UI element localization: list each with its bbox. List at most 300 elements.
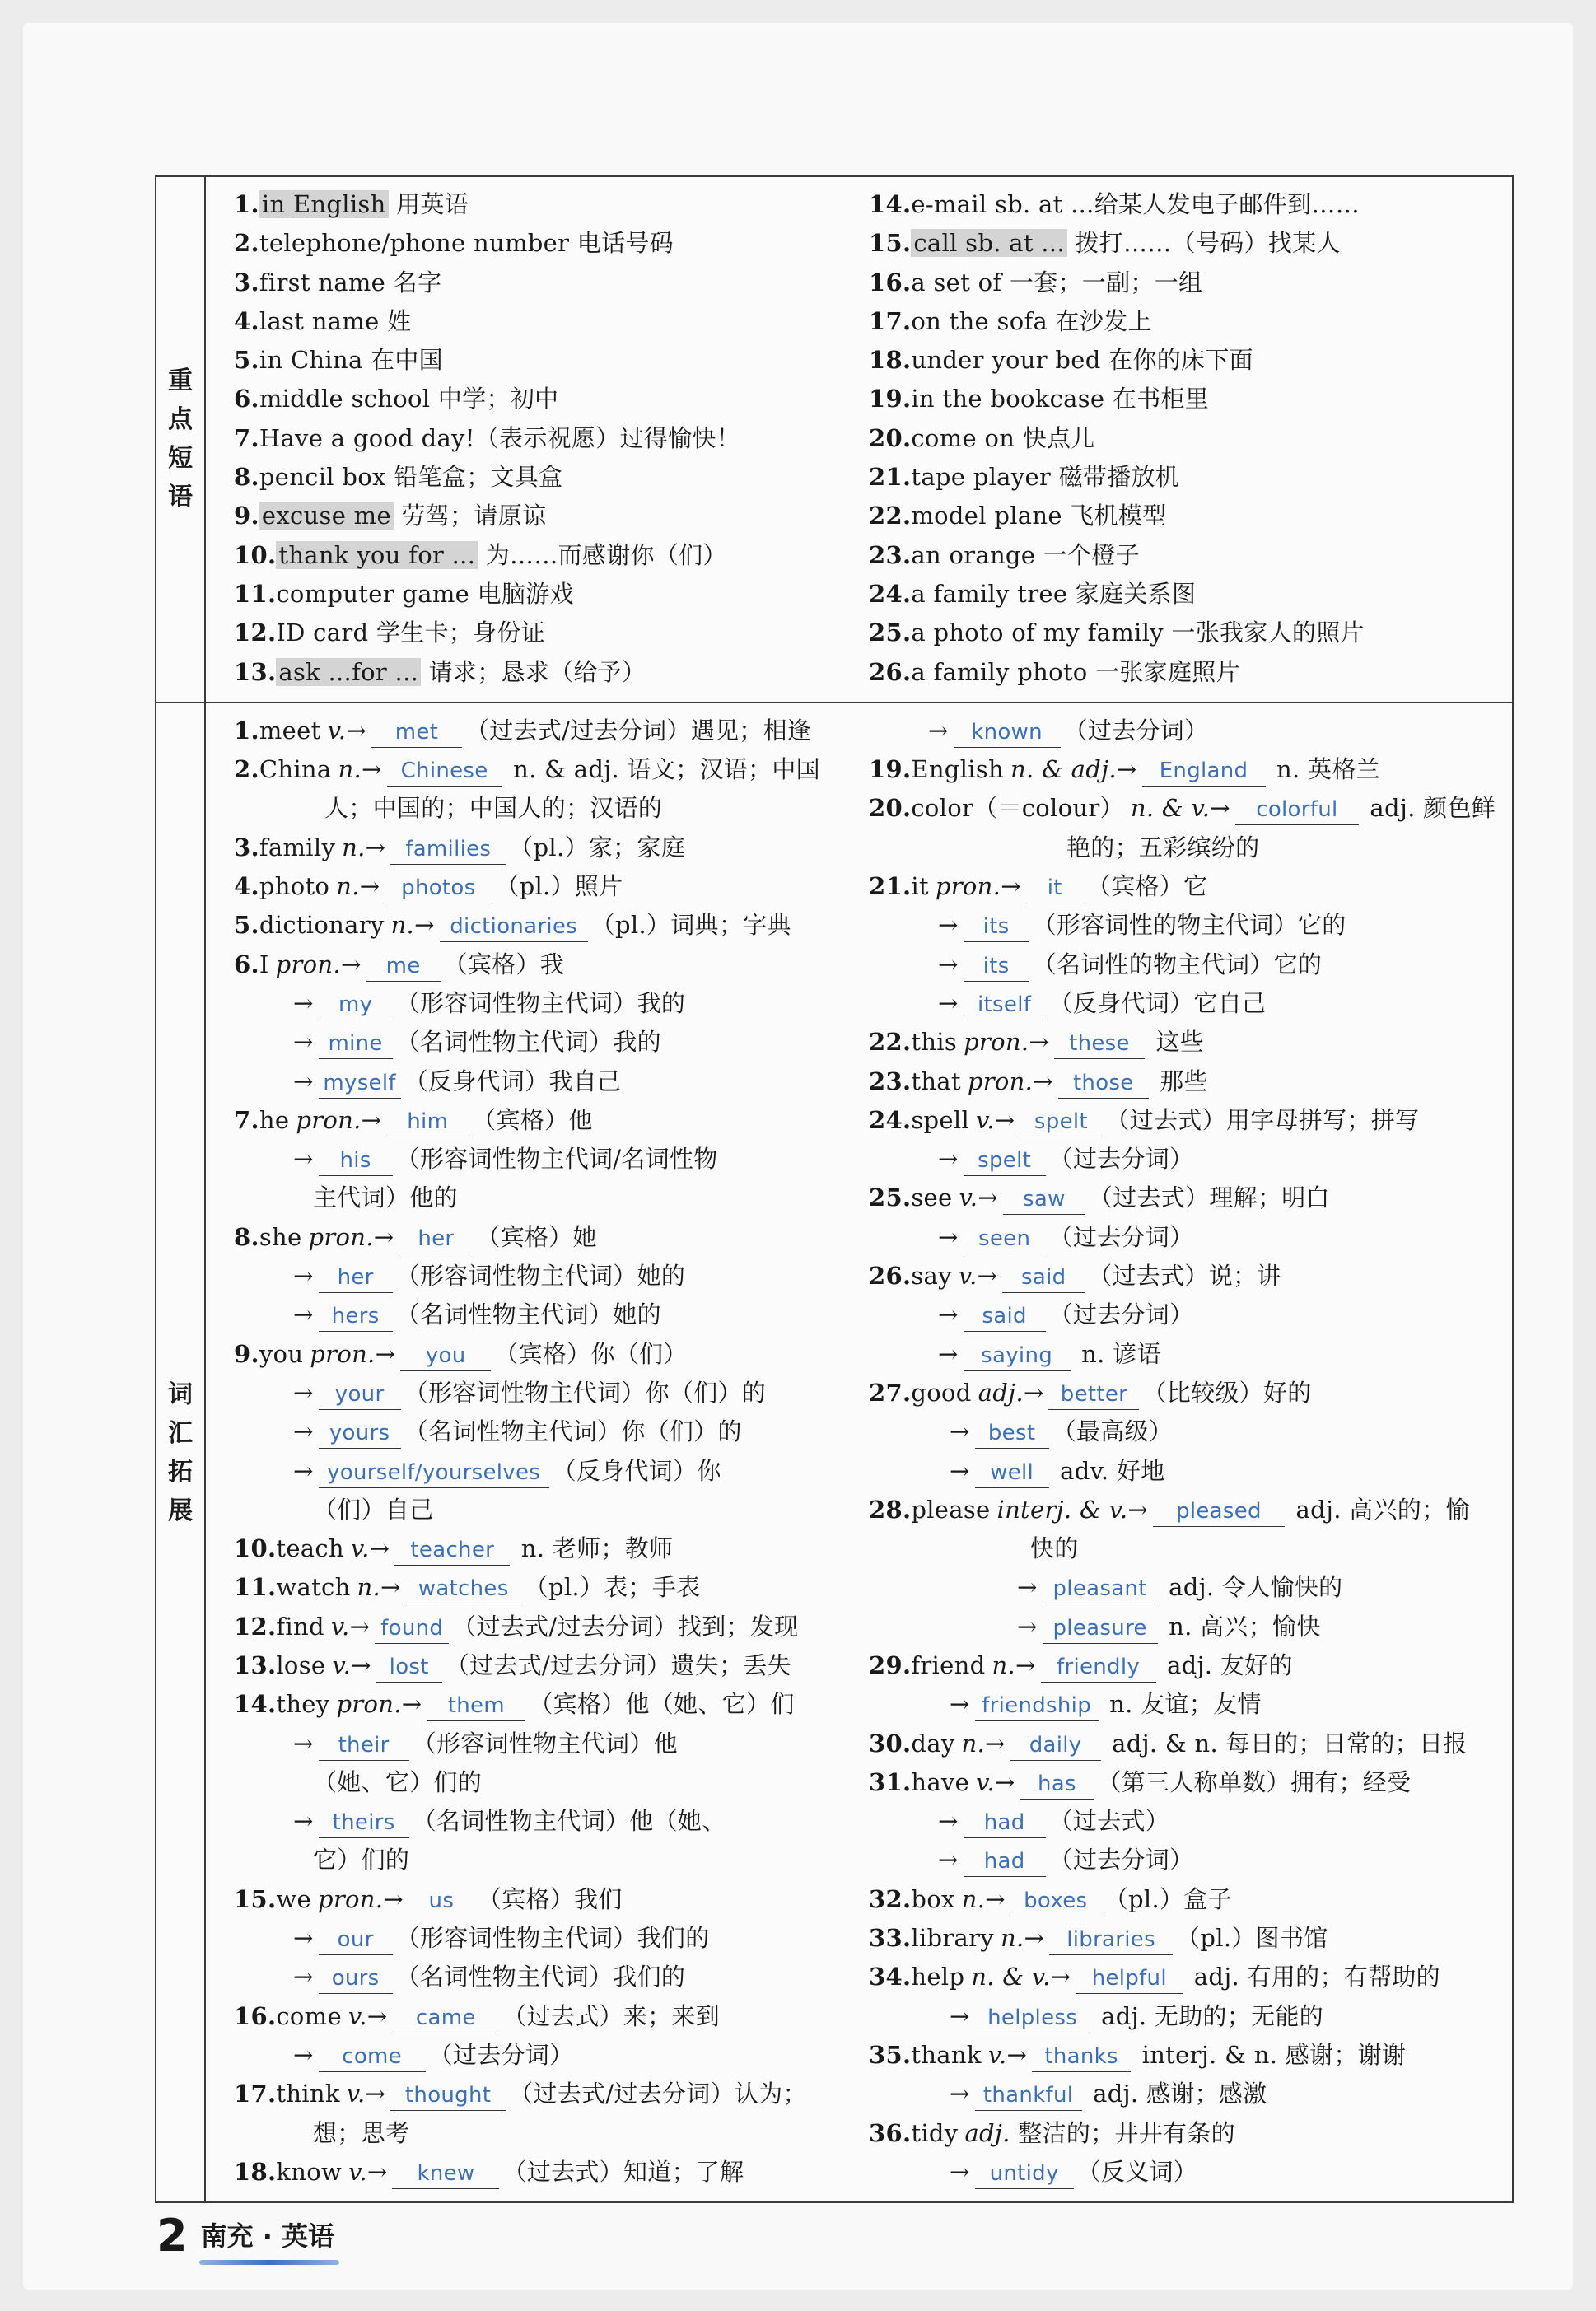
- arrow-icon: →: [950, 2001, 970, 2030]
- phrase-meaning: 请求；恳求（给予）: [421, 657, 646, 686]
- arrow-icon: →: [366, 2001, 388, 2030]
- phrase-meaning: 劳驾；请原谅: [393, 502, 547, 530]
- arrow-icon: →: [369, 1534, 390, 1563]
- phrase-meaning: 一套；一副；一组: [1001, 268, 1203, 296]
- answer-blank: me: [366, 951, 441, 982]
- part-of-speech: n.: [961, 1884, 986, 1913]
- arrow-icon: →: [383, 1884, 404, 1913]
- phrase-item: [234, 380, 861, 418]
- vocab-line: [869, 1646, 1487, 1685]
- phrase-text: in China: [259, 346, 363, 375]
- vocab-line: [869, 1725, 1487, 1763]
- item-number: 2.: [234, 229, 259, 258]
- phrase-meaning: 中学；初中: [430, 385, 559, 413]
- vocab-line: [234, 1958, 861, 1996]
- phrase-text: ask ...for ...: [276, 658, 421, 686]
- arrow-icon: →: [380, 1573, 401, 1602]
- arrow-icon: →: [950, 1456, 970, 1485]
- answer-blank: pleased: [1153, 1496, 1285, 1527]
- answer-blank: helpful: [1076, 1963, 1183, 1994]
- phrase-meaning: 电脑游戏: [469, 579, 574, 608]
- vocab-expansion-label: [156, 703, 206, 2201]
- headword: think: [276, 2080, 340, 2108]
- definition: 那些: [1151, 1067, 1208, 1095]
- item-number: 13.: [234, 1650, 277, 1679]
- item-number: 16.: [234, 2001, 277, 2030]
- arrow-icon: →: [1029, 1028, 1049, 1057]
- headword: this: [911, 1028, 958, 1057]
- vocab-line: [234, 1140, 861, 1179]
- vocab-line: [234, 1335, 861, 1374]
- phrase-item: [234, 575, 861, 614]
- definition: （宾格）他（她、它）们: [529, 1690, 795, 1719]
- arrow-icon: →: [1015, 1650, 1036, 1679]
- answer-blank: colorful: [1235, 795, 1359, 825]
- definition: （宾格）它: [1086, 872, 1208, 901]
- phrase-text: telephone/phone number: [259, 229, 570, 258]
- vocab-line: [234, 829, 861, 867]
- headword: good: [911, 1378, 972, 1407]
- headword: teach: [276, 1534, 344, 1563]
- definition: （pl.）图书馆: [1176, 1924, 1328, 1953]
- vocab-line: [869, 1179, 1487, 1217]
- definition: （形容词性物主代词）她的: [395, 1262, 686, 1291]
- phrase-text: come on: [911, 423, 1015, 452]
- item-number: 5.: [234, 911, 259, 940]
- arrow-icon: →: [1210, 794, 1230, 823]
- key-phrases-right-column: [861, 185, 1487, 692]
- arrow-icon: →: [1033, 1067, 1053, 1095]
- vocab-line: [869, 1763, 1487, 1802]
- vocab-line: [234, 2114, 861, 2153]
- definition: （名词性物主代词）我们的: [395, 1963, 686, 1991]
- answer-blank: these: [1054, 1029, 1145, 1059]
- answer-blank: came: [392, 2003, 499, 2033]
- arrow-icon: →: [365, 2080, 386, 2108]
- arrow-icon: →: [1017, 1612, 1038, 1641]
- vocab-line: [869, 2114, 1487, 2153]
- vocab-line: [869, 712, 1487, 750]
- continued-text: 快的: [1030, 1534, 1079, 1563]
- answer-blank: thought: [390, 2080, 506, 2111]
- answer-blank: thanks: [1032, 2042, 1131, 2072]
- phrase-item: [234, 302, 861, 341]
- label-char: 点: [168, 405, 193, 435]
- phrase-text: a family tree: [911, 579, 1068, 608]
- answer-blank: saying: [964, 1341, 1071, 1371]
- item-number: 9.: [234, 502, 259, 530]
- headword: it: [911, 872, 929, 901]
- definition: （比较级）好的: [1142, 1378, 1312, 1407]
- arrow-icon: →: [361, 1105, 382, 1134]
- headword: family: [259, 833, 336, 861]
- vocab-line: [234, 1646, 861, 1685]
- arrow-icon: →: [1127, 1495, 1148, 1524]
- definition: （形容词性物主代词）他: [412, 1729, 678, 1758]
- item-number: 24.: [869, 1105, 912, 1134]
- headword: lose: [276, 1650, 326, 1679]
- part-of-speech: n. & adj.: [1010, 755, 1117, 784]
- part-of-speech: adj.: [964, 2118, 1010, 2147]
- answer-blank: thankful: [975, 2080, 1082, 2111]
- answer-blank: your: [319, 1380, 401, 1410]
- phrase-meaning: 为……而感谢你（们）: [478, 540, 727, 569]
- part-of-speech: v.: [987, 2040, 1007, 2069]
- answer-blank: Chinese: [387, 756, 502, 787]
- vocab-line: [869, 1802, 1487, 1841]
- vocab-line: [869, 867, 1487, 906]
- item-number: 16.: [869, 268, 912, 296]
- headword: you: [259, 1339, 304, 1368]
- arrow-icon: →: [938, 1846, 959, 1874]
- phrase-text: tape player: [911, 463, 1052, 492]
- item-number: 19.: [869, 755, 912, 784]
- arrow-icon: →: [938, 1145, 959, 1174]
- definition: （反身代词）你: [552, 1456, 721, 1485]
- phrase-meaning: 学生卡；身份证: [368, 619, 545, 647]
- vocab-line: [869, 1841, 1487, 1879]
- item-number: 31.: [869, 1767, 912, 1796]
- phrase-text: a family photo: [911, 657, 1088, 686]
- definition: （形容词性物主代词）我们的: [395, 1924, 710, 1953]
- answer-blank: my: [319, 990, 393, 1020]
- part-of-speech: v.: [332, 1650, 352, 1679]
- vocab-right-column: [861, 712, 1496, 2192]
- key-phrases-left-column: [234, 185, 861, 692]
- item-number: 23.: [869, 1067, 912, 1095]
- phrase-item: [869, 419, 1487, 458]
- definition: adj. 令人愉快的: [1160, 1573, 1343, 1602]
- part-of-speech: v.: [958, 1262, 978, 1291]
- answer-blank: known: [954, 717, 1061, 748]
- definition: （宾格）他: [472, 1105, 593, 1134]
- headword: help: [911, 1963, 965, 1991]
- arrow-icon: →: [293, 1378, 314, 1407]
- item-number: 12.: [234, 619, 277, 647]
- phrase-meaning: 在你的床下面: [1100, 346, 1253, 375]
- arrow-icon: →: [340, 950, 362, 978]
- continued-text: 想；思考: [313, 2118, 410, 2147]
- phrase-text: e-mail sb. at ...: [911, 190, 1094, 218]
- definition: （过去分词）: [1048, 1300, 1194, 1329]
- definition: （名词性的物主代词）它的: [1032, 950, 1323, 978]
- headword: color（＝colour）: [911, 794, 1124, 823]
- continued-text: （她、它）们的: [313, 1767, 483, 1796]
- definition: （名词性物主代词）他（她、: [412, 1807, 726, 1836]
- arrow-icon: →: [366, 2157, 388, 2186]
- headword: say: [911, 1262, 952, 1291]
- part-of-speech: v.: [330, 1612, 350, 1641]
- item-number: 6.: [234, 385, 259, 413]
- answer-blank: saw: [1003, 1184, 1085, 1215]
- answer-blank: theirs: [319, 1808, 409, 1838]
- definition: n. 谚语: [1073, 1339, 1161, 1368]
- definition: adj. & n. 每日的；日常的；日报: [1104, 1729, 1468, 1758]
- vocab-line: [869, 1491, 1487, 1529]
- item-number: 19.: [869, 385, 912, 413]
- phrase-item: [234, 614, 861, 652]
- definition: adj. 友好的: [1159, 1650, 1293, 1679]
- arrow-icon: →: [293, 988, 314, 1017]
- phrase-item: [869, 536, 1487, 575]
- headword: she: [259, 1222, 302, 1251]
- definition: （过去分词）: [1048, 1846, 1194, 1874]
- arrow-icon: →: [293, 1028, 314, 1057]
- phrase-item: [869, 264, 1487, 302]
- definition: （过去分词）: [1048, 1145, 1194, 1174]
- vocab-line: [869, 1374, 1487, 1412]
- footer-accent-bar: [199, 2260, 339, 2265]
- item-number: 12.: [234, 1612, 277, 1641]
- definition: （宾格）我们: [477, 1884, 623, 1913]
- phrase-item: [869, 185, 1487, 224]
- part-of-speech: interj. & v.: [996, 1495, 1128, 1524]
- headword: English: [911, 755, 1004, 784]
- arrow-icon: →: [293, 1067, 314, 1095]
- vocab-line: [234, 867, 861, 906]
- arrow-icon: →: [346, 716, 366, 745]
- definition: （pl.）词典；字典: [590, 911, 791, 940]
- vocab-line: [234, 2153, 861, 2192]
- headword: day: [911, 1729, 955, 1758]
- vocab-line: [234, 1529, 861, 1568]
- answer-blank: best: [975, 1418, 1049, 1449]
- vocab-line: [869, 1997, 1487, 2036]
- phrase-item: [234, 458, 861, 497]
- answer-blank: yourself/yourselves: [319, 1458, 549, 1488]
- phrase-meaning: 拨打……（号码）找某人: [1066, 229, 1341, 258]
- phrase-text: an orange: [911, 540, 1036, 569]
- phrase-item: [234, 536, 861, 575]
- phrase-text: excuse me: [259, 502, 394, 530]
- item-number: 25.: [869, 619, 912, 647]
- definition: （过去式）用字母拼写；拼写: [1105, 1105, 1420, 1134]
- item-number: 20.: [869, 794, 912, 823]
- headword: know: [276, 2157, 343, 2186]
- phrase-meaning: 给某人发电子邮件到……: [1094, 190, 1360, 218]
- arrow-icon: →: [928, 716, 949, 745]
- vocab-line: [869, 1568, 1487, 1607]
- definition: n. 友谊；友情: [1101, 1690, 1262, 1719]
- phrase-text: middle school: [259, 385, 431, 413]
- vocab-line: [234, 1452, 861, 1491]
- answer-blank: families: [390, 834, 506, 865]
- answer-blank: had: [964, 1808, 1046, 1838]
- answer-blank: friendly: [1041, 1652, 1156, 1683]
- definition: n. 高兴；愉快: [1160, 1612, 1321, 1641]
- definition: （宾格）她: [476, 1222, 597, 1251]
- vocab-left-column: [234, 712, 861, 2192]
- answer-blank: untidy: [975, 2159, 1074, 2189]
- answer-blank: England: [1142, 756, 1266, 787]
- vocab-line: [869, 1880, 1487, 1919]
- part-of-speech: n.: [961, 1729, 985, 1758]
- answer-blank: found: [375, 1613, 449, 1644]
- vocab-line: [234, 1802, 861, 1841]
- answer-blank: pleasure: [1043, 1613, 1158, 1644]
- answer-blank: our: [319, 1925, 393, 1955]
- definition: （形容词性物主代词）你（们）的: [404, 1378, 767, 1407]
- part-of-speech: n.: [342, 833, 366, 861]
- definition: adj. 无助的；无能的: [1093, 2001, 1324, 2030]
- definition: （过去式/过去分词）遗失；丢失: [445, 1650, 791, 1679]
- item-number: 1.: [234, 190, 259, 218]
- definition: adj. 颜色鲜: [1361, 794, 1496, 823]
- vocab-line: [234, 1685, 861, 1724]
- headword: thank: [911, 2040, 982, 2069]
- arrow-icon: →: [349, 1612, 371, 1641]
- vocab-line: [234, 1919, 861, 1958]
- page-number: 2: [156, 2210, 188, 2262]
- item-number: 24.: [869, 579, 912, 608]
- vocab-line: [234, 906, 861, 945]
- answer-blank: spelt: [964, 1146, 1046, 1176]
- answer-blank: her: [319, 1263, 393, 1293]
- headword: see: [911, 1184, 953, 1212]
- part-of-speech: v.: [348, 2001, 367, 2030]
- item-number: 7.: [234, 423, 259, 452]
- part-of-speech: n.: [390, 911, 415, 940]
- book-title: 南充 · 英语: [200, 2220, 335, 2252]
- vocab-line: [234, 1062, 861, 1101]
- phrase-text: in English: [259, 190, 389, 218]
- item-number: 15.: [234, 1884, 277, 1913]
- item-number: 29.: [869, 1650, 912, 1679]
- item-number: 27.: [869, 1378, 912, 1407]
- item-number: 15.: [869, 229, 912, 258]
- item-number: 33.: [869, 1924, 912, 1953]
- definition: （pl.）家；家庭: [509, 833, 686, 861]
- arrow-icon: →: [985, 1729, 1006, 1758]
- definition: （第三人称单数）拥有；经受: [1097, 1767, 1412, 1796]
- vocab-line: [869, 1062, 1487, 1101]
- answer-blank: come: [319, 2042, 426, 2072]
- item-number: 3.: [234, 833, 259, 861]
- item-number: 22.: [869, 1028, 912, 1057]
- vocab-line: [869, 945, 1487, 984]
- label-char: 拓: [168, 1457, 193, 1487]
- arrow-icon: →: [351, 1650, 371, 1679]
- phrase-item: [869, 380, 1487, 418]
- vocab-line: [869, 1608, 1487, 1646]
- vocab-line: [869, 984, 1487, 1023]
- answer-blank: it: [1026, 873, 1084, 903]
- vocab-line: [234, 1023, 861, 1062]
- item-number: 34.: [869, 1963, 912, 1991]
- answer-blank: teacher: [394, 1535, 510, 1566]
- item-number: 13.: [234, 657, 277, 686]
- label-char: 展: [168, 1496, 193, 1525]
- part-of-speech: pron.: [336, 1690, 402, 1719]
- definition: （过去式）知道；了解: [502, 2157, 744, 2186]
- phrase-item: [869, 341, 1487, 380]
- phrase-text: last name: [259, 306, 380, 335]
- phrase-text: call sb. at ...: [911, 229, 1067, 257]
- continued-text: 主代词）他的: [313, 1184, 458, 1212]
- arrow-icon: →: [293, 1456, 314, 1485]
- phrase-meaning: 铅笔盒；文具盒: [385, 463, 563, 492]
- headword: find: [276, 1612, 324, 1641]
- arrow-icon: →: [293, 1963, 314, 1991]
- answer-blank: watches: [406, 1574, 521, 1604]
- part-of-speech: n.: [992, 1650, 1015, 1679]
- phrase-meaning: 在书柜里: [1104, 385, 1210, 413]
- vocab-expansion-row: [156, 702, 1512, 2201]
- phrase-meaning: 一个橙子: [1035, 540, 1140, 569]
- arrow-icon: →: [1116, 755, 1137, 784]
- vocab-line: [869, 1452, 1487, 1491]
- phrase-meaning: 在沙发上: [1048, 306, 1152, 335]
- answer-blank: daily: [1010, 1730, 1101, 1761]
- vocab-line: [234, 1374, 861, 1412]
- phrase-text: thank you for ...: [276, 541, 478, 569]
- phrase-item: [869, 458, 1487, 497]
- vocab-line: [869, 1257, 1487, 1296]
- item-number: 9.: [234, 1339, 259, 1368]
- phrase-text: computer game: [276, 579, 470, 608]
- vocab-line: [869, 1335, 1487, 1374]
- part-of-speech: v.: [959, 1184, 978, 1212]
- vocab-line: [234, 1296, 861, 1334]
- item-number: 11.: [234, 1573, 277, 1602]
- definition: （过去式）来；来到: [502, 2001, 720, 2030]
- item-number: 32.: [869, 1884, 912, 1913]
- item-number: 20.: [869, 423, 912, 452]
- phrase-text: on the sofa: [911, 306, 1048, 335]
- answer-blank: his: [319, 1146, 393, 1176]
- arrow-icon: →: [950, 1417, 970, 1446]
- arrow-icon: →: [1050, 1963, 1071, 1991]
- phrase-item: [234, 653, 861, 692]
- vocab-line: [234, 2075, 861, 2113]
- item-number: 11.: [234, 579, 277, 608]
- vocab-line: [234, 945, 861, 984]
- part-of-speech: n.: [336, 872, 360, 901]
- phrase-item: [869, 614, 1487, 652]
- key-phrases-label: [156, 177, 206, 702]
- headword: have: [911, 1767, 970, 1796]
- headword: we: [276, 1884, 311, 1913]
- phrase-meaning: 快点儿: [1015, 423, 1095, 452]
- definition: interj. & n. 感谢；谢谢: [1134, 2040, 1407, 2069]
- definition: （宾格）我: [443, 950, 565, 978]
- answer-blank: said: [964, 1301, 1046, 1332]
- phrase-meaning: 姓: [379, 306, 412, 335]
- definition: （反身代词）我自己: [404, 1067, 622, 1095]
- answer-blank: has: [1020, 1769, 1094, 1800]
- answer-blank: libraries: [1049, 1925, 1173, 1955]
- item-number: 28.: [869, 1495, 912, 1524]
- part-of-speech: n. & v.: [971, 1963, 1051, 1991]
- phrase-text: model plane: [911, 502, 1062, 530]
- arrow-icon: →: [938, 950, 959, 978]
- part-of-speech: pron.: [296, 1105, 362, 1134]
- vocab-line: [234, 1841, 861, 1879]
- definition: （过去分词）: [1063, 716, 1209, 745]
- definition: （最高级）: [1052, 1417, 1174, 1446]
- vocab-line: [869, 906, 1487, 945]
- phrase-item: [234, 185, 861, 224]
- answer-blank: lost: [376, 1652, 442, 1683]
- answer-blank: yours: [319, 1418, 401, 1449]
- vocab-line: [869, 1685, 1487, 1724]
- definition: （形容词性物主代词）我的: [395, 988, 686, 1017]
- item-number: 8.: [234, 463, 259, 492]
- phrase-item: [234, 264, 861, 302]
- vocab-line: [234, 2036, 861, 2075]
- answer-blank: their: [319, 1730, 409, 1761]
- arrow-icon: →: [938, 988, 959, 1017]
